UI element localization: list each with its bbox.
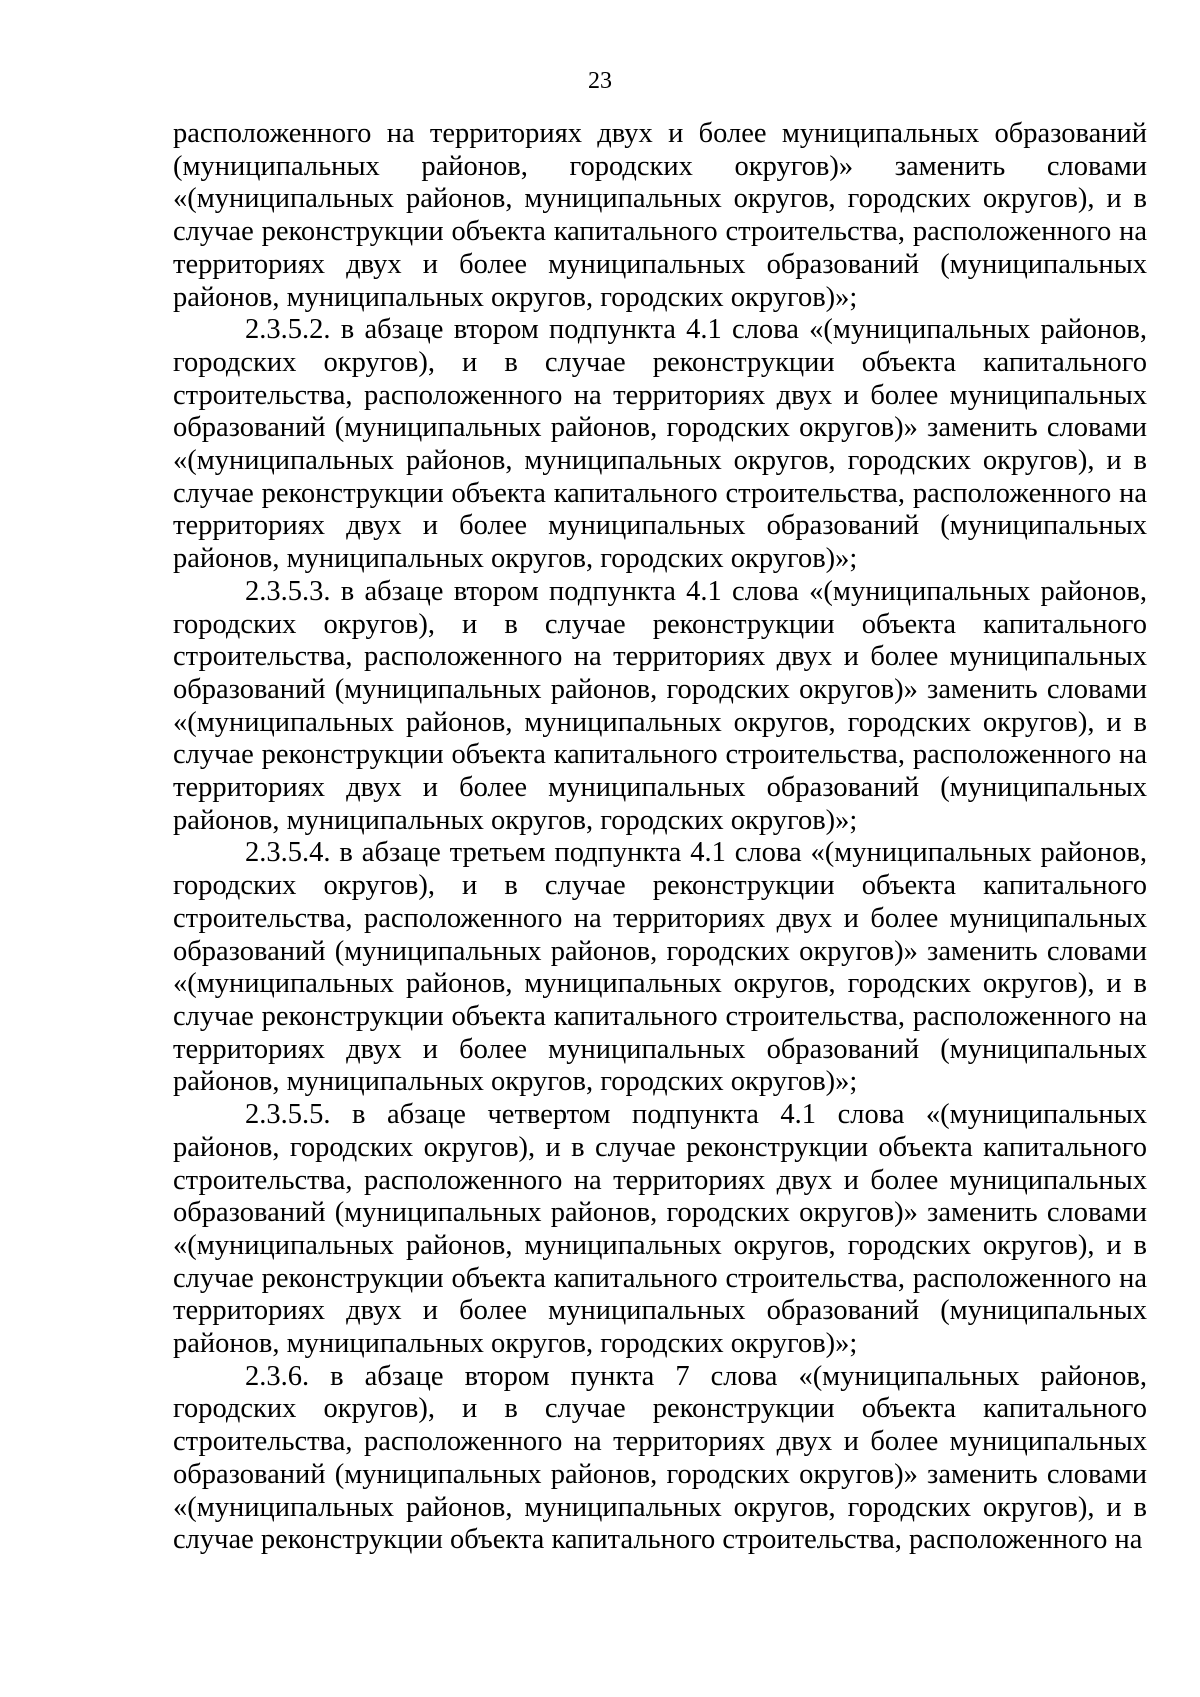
paragraph-2-3-5-5: 2.3.5.5. в абзаце четвертом подпункта 4.1 слова «(муниципальных районов, городских округов), и в случае реконструкции объекта капитального строительства, расположенного на территориях двух и более муниципальных образований (муниципальных районов, городских округов)» заменить словами «(муниципальных районов, муниципальных округов, городских округов), и в случае реконструкции объекта капитального строительства, расположенного на территориях двух и более муниципальных образований (муниципальных районов, муниципальных округов, городских округов)»; xyxy=(173,1099,1147,1360)
paragraph-2-3-5-4: 2.3.5.4. в абзаце третьем подпункта 4.1 слова «(муниципальных районов, городских округов), и в случае реконструкции объекта капитального строительства, расположенного на территориях двух и более муниципальных образований (муниципальных районов, городских округов)» заменить словами «(муниципальных районов, муниципальных округов, городских округов), и в случае реконструкции объекта капитального строительства, расположенного на территориях двух и более муниципальных образований (муниципальных районов, муниципальных округов, городских округов)»; xyxy=(173,837,1147,1098)
document-body xyxy=(173,118,1147,1557)
paragraph-continuation: расположенного на территориях двух и более муниципальных образований (муниципальных районов, городских округов)» заменить словами «(муниципальных районов, муниципальных округов, городских округов), и в случае реконструкции объекта капитального строительства, расположенного на территориях двух и более муниципальных образований (муниципальных районов, муниципальных округов, городских округов)»; xyxy=(173,118,1147,313)
paragraph-2-3-5-3: 2.3.5.3. в абзаце втором подпункта 4.1 слова «(муниципальных районов, городских округов), и в случае реконструкции объекта капитального строительства, расположенного на территориях двух и более муниципальных образований (муниципальных районов, городских округов)» заменить словами «(муниципальных районов, муниципальных округов, городских округов), и в случае реконструкции объекта капитального строительства, расположенного на территориях двух и более муниципальных образований (муниципальных районов, муниципальных округов, городских округов)»; xyxy=(173,575,1147,836)
page-number: 23 xyxy=(588,68,612,94)
paragraph-2-3-5-2: 2.3.5.2. в абзаце втором подпункта 4.1 слова «(муниципальных районов, городских округов), и в случае реконструкции объекта капитального строительства, расположенного на территориях двух и более муниципальных образований (муниципальных районов, городских округов)» заменить словами «(муниципальных районов, муниципальных округов, городских округов), и в случае реконструкции объекта капитального строительства, расположенного на территориях двух и более муниципальных образований (муниципальных районов, муниципальных округов, городских округов)»; xyxy=(173,314,1147,575)
paragraph-2-3-6: 2.3.6. в абзаце втором пункта 7 слова «(муниципальных районов, городских округов), и в случае реконструкции объекта капитального строительства, расположенного на территориях двух и более муниципальных образований (муниципальных районов, городских округов)» заменить словами «(муниципальных районов, муниципальных округов, городских округов), и в случае реконструкции объекта капитального строительства, расположенного на xyxy=(173,1360,1147,1556)
